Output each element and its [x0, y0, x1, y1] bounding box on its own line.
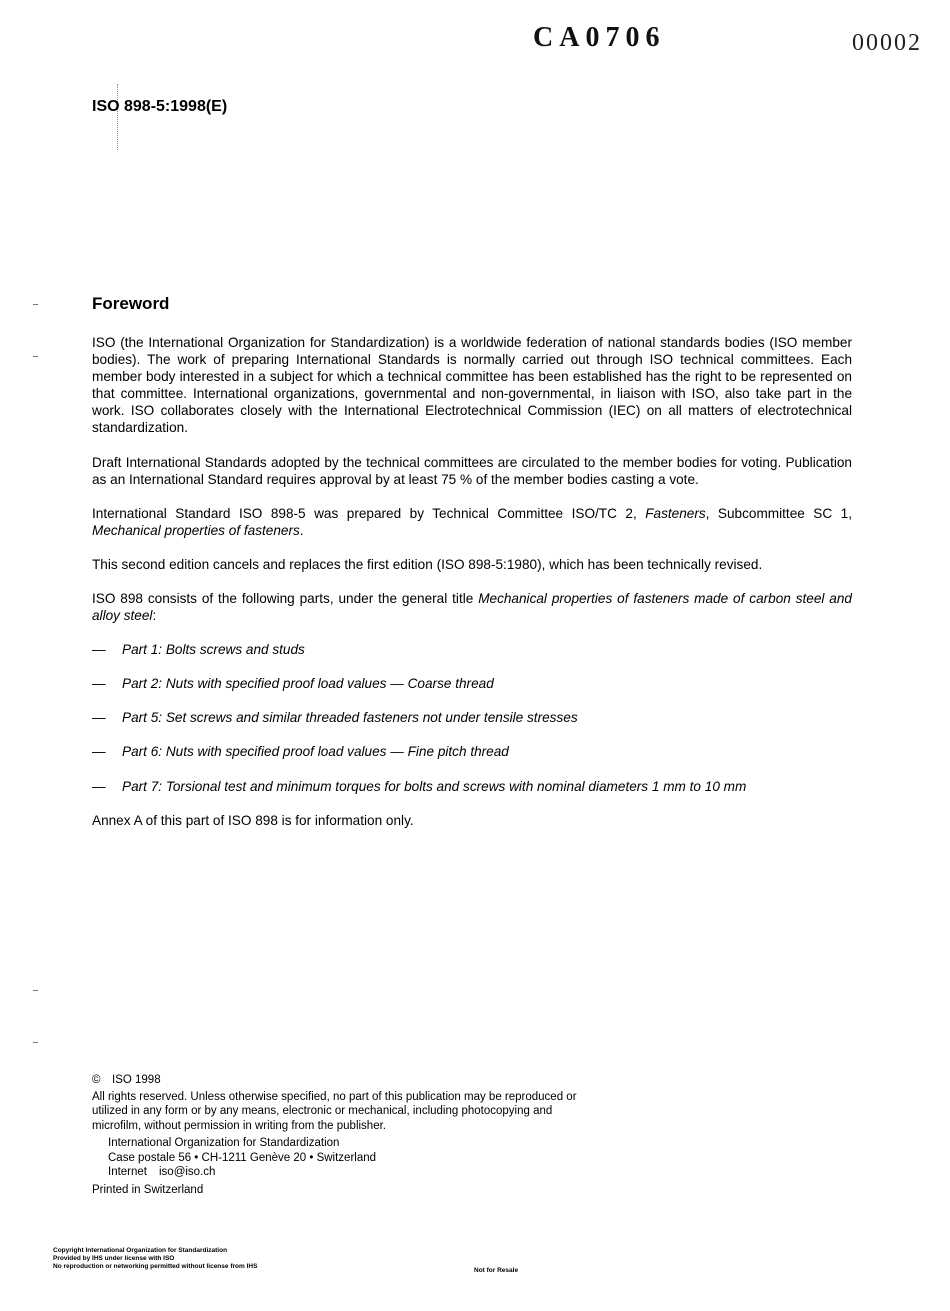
stamp-page-number: 00002	[852, 30, 922, 56]
paragraph-annex: Annex A of this part of ISO 898 is for information only.	[92, 813, 414, 828]
paragraph-second-edition: This second edition cancels and replaces the first edition (ISO 898-5:1980), which has been technically revised.	[92, 557, 763, 572]
scan-artifact	[117, 84, 121, 150]
margin-mark	[33, 356, 38, 357]
document-id: ISO 898-5:1998(E)	[92, 98, 228, 115]
page-title: Foreword	[92, 294, 170, 313]
footer-line: Provided by IHS under license with ISO	[53, 1255, 175, 1262]
list-item: — Part 6: Nuts with specified proof load values — Fine pitch thread	[92, 744, 509, 759]
list-item: — Part 5: Set screws and similar threaded fasteners not under tensile stresses	[92, 710, 578, 725]
footer-line: No reproduction or networking permitted without license from IHS	[53, 1263, 258, 1270]
not-for-resale: Not for Resale	[474, 1267, 519, 1274]
rights-notice: All rights reserved. Unless otherwise specified, no part of this publication may be reproduced or utilized in any form or by any means, electronic or mechanical, including photocopying and microfilm, without permission in writing from the publisher.	[92, 1090, 577, 1132]
list-item: — Part 2: Nuts with specified proof load values — Coarse thread	[92, 676, 494, 691]
stamp-code: CA0706	[533, 22, 666, 53]
address-block	[108, 1136, 592, 1180]
copyright-line: © ISO 1998	[92, 1074, 161, 1086]
margin-mark	[33, 304, 38, 305]
list-item: — Part 1: Bolts screws and studs	[92, 642, 305, 657]
license-footer	[53, 1247, 257, 1271]
margin-mark	[33, 990, 38, 991]
printed-in: Printed in Switzerland	[92, 1183, 204, 1196]
paragraph-parts-intro: ISO 898 consists of the following parts, under the general title Mechanical properties of fasteners made of carbon steel and alloy steel:	[92, 591, 852, 623]
paragraph-iso-intro: ISO (the International Organization for Standardization) is a worldwide federation of national standards bodies (ISO member bodies). The work of preparing International Standards is normally carried out through ISO technical committees. Each member body interested in a subject for which a technical committee has been established has the right to be represented on that committee. International organizations, governmental and non-governmental, in liaison with ISO, also take part in the work. ISO collaborates closely with the International Electrotechnical Commission (IEC) on all matters of electrotechnical standardization.	[92, 335, 852, 435]
paragraph-draft-standards: Draft International Standards adopted by the technical committees are circulated to the member bodies for voting. Publication as an International Standard requires approval by at least 75 % of the member bodies casting a vote.	[92, 455, 852, 487]
footer-line: Copyright International Organization for Standardization	[53, 1247, 228, 1254]
copyright-block	[92, 1073, 592, 1197]
org-name: International Organization for Standardization	[108, 1137, 340, 1149]
copyright-icon: ©	[92, 1074, 101, 1086]
internet-line: Internet iso@iso.ch	[108, 1166, 216, 1178]
postal-address: Case postale 56 • CH-1211 Genève 20 • Switzerland	[108, 1151, 377, 1164]
paragraph-prepared-by: International Standard ISO 898-5 was prepared by Technical Committee ISO/TC 2, Fasteners, Subcommittee SC 1, Mechanical properties of fasteners.	[92, 506, 852, 538]
list-item: — Part 7: Torsional test and minimum torques for bolts and screws with nominal diameters 1 mm to 10 mm	[92, 779, 747, 794]
margin-mark	[33, 1042, 38, 1043]
